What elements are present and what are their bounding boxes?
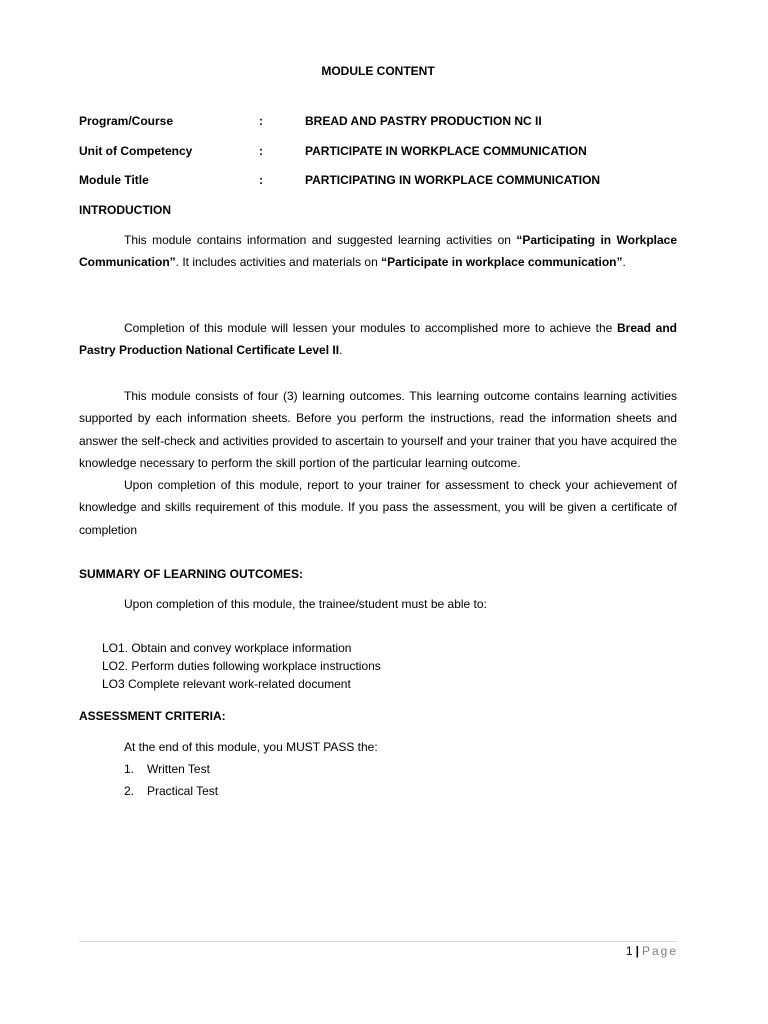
summary-intro: Upon completion of this module, the trainee/student must be able to: [124,597,487,611]
page-footer [626,944,678,958]
module-title-colon: : [259,173,263,187]
intro-paragraph-4: Upon completion of this module, report to your trainer for assessment to check your achievement of knowledge and skills requirement of this module. If you pass the assessment, you will be given a certificate of completion [79,478,677,537]
summary-heading: SUMMARY OF LEARNING OUTCOMES: [79,567,303,581]
page-word: Page [641,944,678,958]
introduction-heading: INTRODUCTION [79,203,171,217]
learning-outcome-item: LO3 Complete relevant work-related document [102,677,351,691]
assessment-item-text: Practical Test [147,784,219,798]
unit-of-competency-colon: : [259,144,263,158]
learning-outcome-item: LO1. Obtain and convey workplace information [102,641,352,655]
intro-paragraph-2: Completion of this module will lessen your modules to accomplished more to achieve the Bread and Pastry Production National Certificate Level II. [79,321,678,358]
assessment-item-text: Written Test [147,762,210,776]
program-course-label: Program/Course [79,114,174,128]
learning-outcome-item: LO2. Perform duties following workplace instructions [102,659,381,673]
unit-of-competency-label: Unit of Competency [79,144,193,158]
assessment-intro: At the end of this module, you MUST PASS the: [124,740,378,754]
intro-paragraph-1: This module contains information and suggested learning activities on “Participating in Workplace Communication”. It includes activities and materials on “Participate in workplace communication”. [79,233,678,270]
page-number: 1 [625,944,633,958]
page-title: MODULE CONTENT [321,64,435,78]
module-title-value: PARTICIPATING IN WORKPLACE COMMUNICATION [305,173,601,187]
program-course-value: BREAD AND PASTRY PRODUCTION NC II [305,114,542,128]
assessment-heading: ASSESSMENT CRITERIA: [79,709,226,723]
footer-divider [79,941,678,942]
module-title-label: Module Title [79,173,149,187]
footer-separator: | [635,944,639,958]
intro-paragraph-3: This module consists of four (3) learning outcomes. This learning outcome contains learning activities supported by each information sheets. Before you perform the instructions, read the information sheets and answer the self-check and activities provided to ascertain to yourself and your trainer that you have acquired the knowledge necessary to perform the skill portion of the particular learning outcome. [79,389,677,470]
program-course-colon: : [259,114,263,128]
unit-of-competency-value: PARTICIPATE IN WORKPLACE COMMUNICATION [305,144,587,158]
assessment-item-number: 1. [124,762,135,776]
assessment-item-number: 2. [124,784,135,798]
